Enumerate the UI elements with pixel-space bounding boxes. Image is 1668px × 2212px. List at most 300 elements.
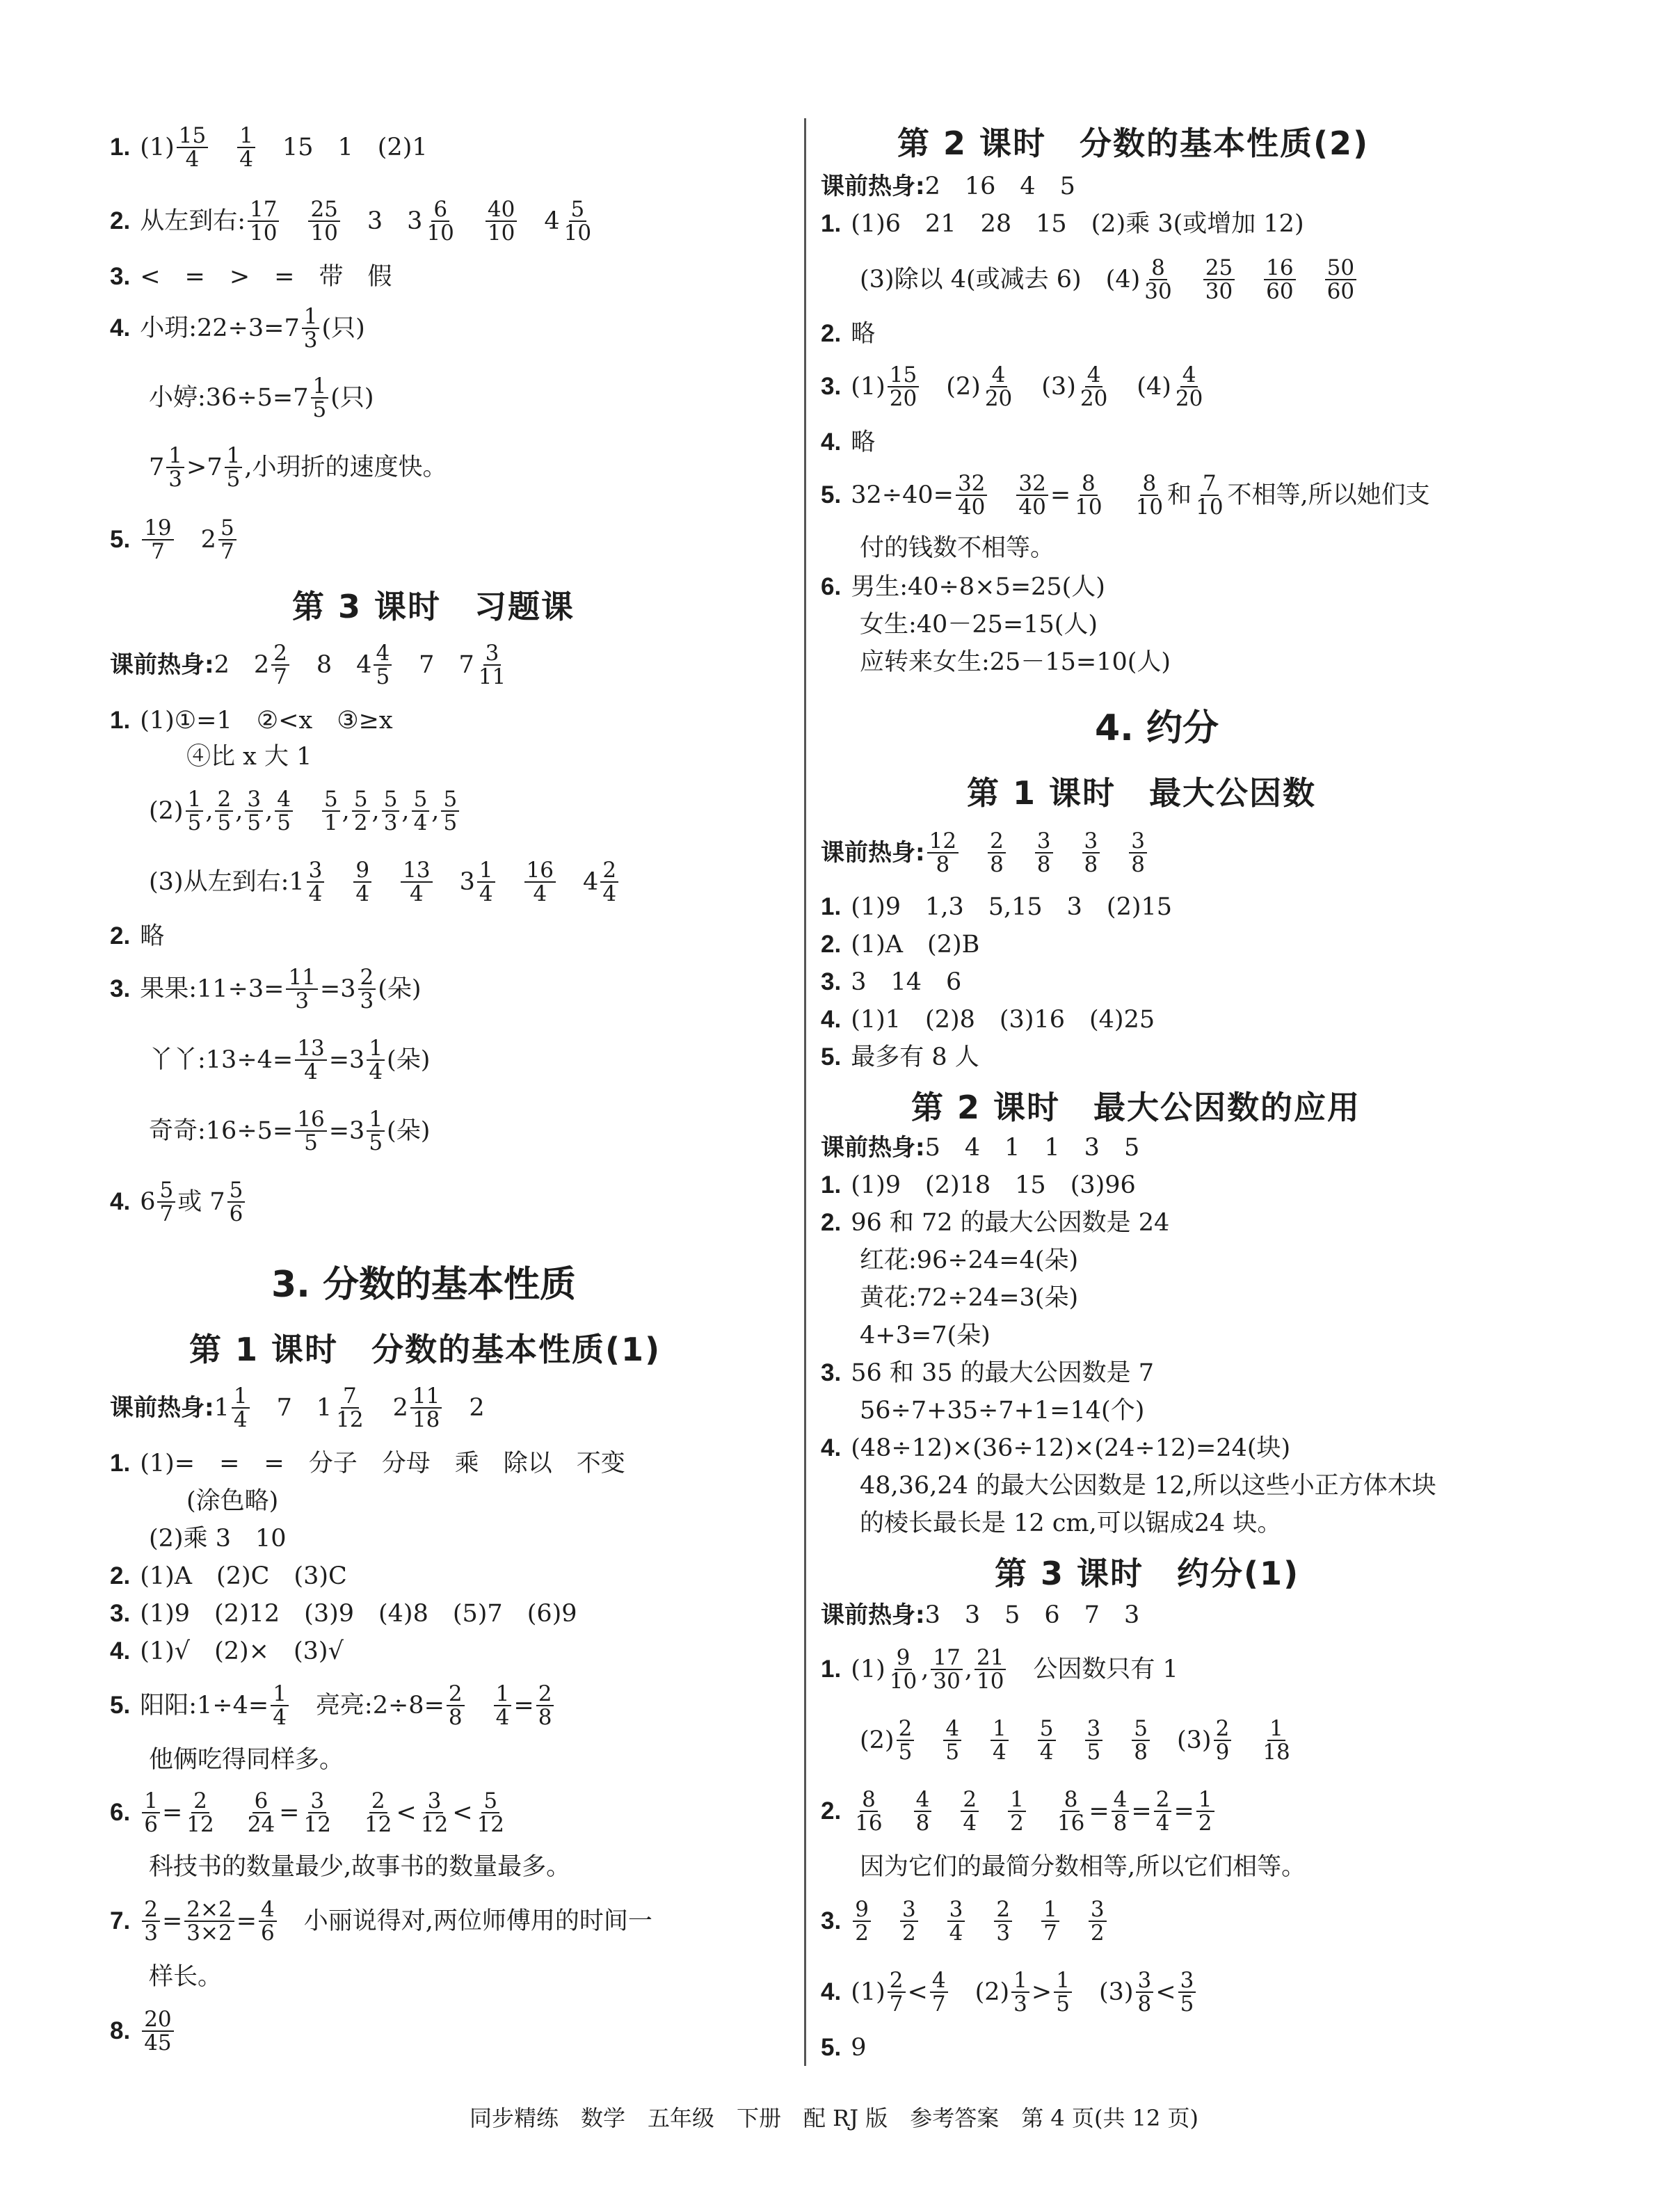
- denominator: 5: [1086, 1740, 1101, 1765]
- fraction: [1173, 364, 1205, 410]
- item-number: 4.: [821, 1978, 842, 2005]
- denominator: 8: [1036, 852, 1051, 877]
- denominator: 7: [151, 539, 165, 564]
- item-number: 4.: [110, 314, 131, 342]
- denominator: 10: [310, 221, 338, 246]
- denominator: 5: [369, 1130, 383, 1155]
- numerator: 3: [245, 788, 263, 812]
- item-number: 1.: [110, 1450, 131, 1477]
- numerator: 4: [930, 1969, 948, 1993]
- numerator: 25: [308, 198, 339, 222]
- numerator: 1: [367, 1108, 385, 1132]
- fraction: [1082, 830, 1100, 876]
- heading-reduce-1: 第 3 课时 约分(1): [995, 1555, 1300, 1592]
- property-ex-4: 4. (1)√ (2)× (3)√: [110, 1629, 344, 1674]
- warmup-label: 课前热身:: [821, 1601, 925, 1629]
- item-number: 4.: [821, 1434, 842, 1461]
- fraction: [362, 1790, 394, 1836]
- denominator: 5: [217, 810, 232, 835]
- fraction: [334, 1385, 365, 1431]
- denominator: 10: [889, 1669, 917, 1694]
- numerator: 2: [536, 1683, 554, 1706]
- item-number: 2.: [110, 1562, 131, 1589]
- numerator: 20: [142, 2008, 173, 2032]
- fraction: [157, 1179, 175, 1225]
- denominator: 18: [412, 1407, 440, 1432]
- numerator: 2: [988, 830, 1006, 853]
- numerator: 1: [166, 444, 184, 468]
- item-number: 4.: [821, 1006, 842, 1033]
- fraction: [475, 1790, 506, 1836]
- numerator: 3: [1089, 1898, 1107, 1922]
- fraction: [975, 1646, 1006, 1692]
- gcfapp-ex-2: 2. 96 和 72 的最大公因数是 24: [821, 1201, 1169, 1245]
- fraction: [367, 1108, 385, 1154]
- denominator: 5: [247, 810, 262, 835]
- denominator: 30: [933, 1669, 961, 1694]
- item-number: 7.: [110, 1907, 131, 1934]
- fraction: [382, 788, 400, 834]
- fraction: [536, 1683, 554, 1729]
- warmup-label: 课前热身:: [821, 1134, 925, 1162]
- numerator: 5: [352, 788, 370, 812]
- warmup-label: 课前热身:: [110, 1394, 214, 1422]
- fraction: [853, 1898, 871, 1944]
- numerator: 16: [524, 859, 556, 883]
- denominator: 5: [304, 1130, 318, 1155]
- denominator: 12: [186, 1812, 214, 1837]
- warmup-gcf-application: 课前热身: 5 4 1 1 3 5: [821, 1125, 1139, 1170]
- denominator: 4: [233, 1407, 248, 1432]
- numerator: 4: [990, 364, 1008, 387]
- item-number: 2.: [110, 922, 131, 949]
- numerator: 3: [1035, 830, 1053, 853]
- numerator: 5: [569, 198, 587, 222]
- property-ex-5: 5. 阳阳:1÷4= $\frac{1}{4}$ 亮亮:2÷8= $\frac{2}{8}$ $\frac{1}{4}$ = $\frac{2}{8}$: [110, 1683, 556, 1728]
- numerator: 19: [142, 517, 173, 540]
- fraction: [186, 788, 204, 834]
- gcfapp-ex-4: 4. (48÷12)×(36÷12)×(24÷12)=24(块): [821, 1426, 1290, 1470]
- fraction: [1008, 1788, 1026, 1834]
- denominator: 3: [295, 988, 310, 1013]
- gcfapp-ex-4-line-3: 的棱长最长是 12 cm,可以锯成24 块。: [860, 1509, 1282, 1537]
- denominator: 30: [1144, 279, 1172, 304]
- denominator: 8: [1137, 1991, 1152, 2017]
- item-number: 5.: [821, 2034, 842, 2061]
- denominator: 4: [602, 881, 617, 906]
- fraction: [246, 1790, 277, 1836]
- property-ex-2: 2. (1)A (2)C (3)C: [110, 1554, 347, 1598]
- item-number: 6.: [821, 573, 842, 600]
- exercise-1-line-3: (2) $\frac{1}{5}$ , $\frac{2}{5}$ , $\frac{3}{5}$ , $\frac{4}{5}$ $\frac{5}{1}$ , $\frac{5}{2}$ , $\frac{5}{3}$ , $\frac{5}{4}$ , $\frac{5}{5}$: [149, 789, 461, 833]
- denominator: 20: [889, 386, 917, 411]
- denominator: 10: [1075, 495, 1102, 520]
- numerator: 5: [441, 788, 459, 812]
- fraction: [1085, 1717, 1103, 1763]
- fraction: [562, 198, 593, 244]
- denominator: 4: [1039, 1740, 1054, 1765]
- numerator: 12: [927, 830, 959, 853]
- denominator: 8: [936, 852, 950, 877]
- fraction: [1134, 472, 1165, 518]
- denominator: 10: [487, 221, 515, 246]
- numerator: 8: [860, 1788, 878, 1812]
- numerator: 17: [931, 1646, 962, 1670]
- gcfapp-ex-2-line-2: 红花:96÷24=4(朵): [860, 1247, 1079, 1274]
- item-number: 3.: [821, 373, 842, 400]
- item-number: 2.: [821, 931, 842, 958]
- denominator: 24: [247, 1812, 275, 1837]
- heading-lesson-1: 第 1 课时 分数的基本性质(1): [189, 1331, 661, 1368]
- warmup-gcf: [821, 828, 1149, 877]
- numerator: 3: [1129, 830, 1147, 853]
- denominator: 4: [949, 1921, 963, 1946]
- item-number: 3.: [110, 975, 131, 1002]
- denominator: 5: [945, 1740, 960, 1765]
- fraction: [271, 642, 289, 688]
- denominator: 5: [1180, 1991, 1194, 2017]
- fraction: [447, 1683, 465, 1729]
- numerator: 50: [1325, 257, 1356, 280]
- denominator: 7: [1043, 1921, 1057, 1946]
- item-number: 3.: [821, 1907, 842, 1934]
- fraction: [1112, 1788, 1130, 1834]
- fraction: [1203, 257, 1235, 303]
- numerator: 5: [382, 788, 400, 812]
- numerator: 4: [1180, 364, 1198, 387]
- property-ex-5-line-2: 他俩吃得同样多。: [149, 1746, 344, 1774]
- denominator: 4: [533, 881, 547, 906]
- numerator: 5: [1038, 1717, 1056, 1741]
- item-number: 4.: [110, 1188, 131, 1215]
- numerator: 21: [975, 1646, 1006, 1670]
- fraction: [1264, 257, 1295, 303]
- fraction: [1055, 1788, 1086, 1834]
- column-divider: [804, 118, 806, 2066]
- numerator: 5: [481, 1790, 499, 1813]
- reduce-ex-2: 2. $\frac{8}{16}$ $\frac{4}{8}$ $\frac{2}{4}$ $\frac{1}{2}$ $\frac{8}{16}$ = $\frac{4}{8}$ = $\frac{2}{4}$ = $\frac{1}{2}$: [821, 1789, 1217, 1834]
- fraction: [1154, 1788, 1172, 1834]
- fraction: [245, 788, 263, 834]
- numerator: 2: [369, 1790, 387, 1813]
- numerator: 2: [961, 1788, 979, 1812]
- denominator: 45: [144, 2030, 172, 2055]
- numerator: 1: [302, 305, 320, 329]
- denominator: 10: [250, 221, 278, 246]
- denominator: 18: [1262, 1740, 1290, 1765]
- fraction: [943, 1717, 961, 1763]
- exercise-1-line-4: (3)从左到右:1 $\frac{3}{4}$ $\frac{9}{4}$ $\frac{13}{4}$ 3 $\frac{1}{4}$ $\frac{16}{4}$ 4 $\frac{2}{4}$: [149, 860, 620, 904]
- denominator: 6: [229, 1201, 243, 1226]
- numerator: 4: [914, 1788, 932, 1812]
- numerator: 4: [259, 1898, 277, 1922]
- fraction: [142, 1898, 160, 1944]
- fraction: [1078, 364, 1109, 410]
- heading-gcf: 第 1 课时 最大公因数: [967, 774, 1317, 812]
- lesson2-ex-6-line-3: 应转来女生:25－15=10(人): [860, 648, 1171, 676]
- numerator: 5: [322, 788, 340, 812]
- property-ex-1: 1. (1)= = = 分子 分母 乘 除以 不变: [110, 1441, 625, 1486]
- numerator: 9: [353, 859, 371, 883]
- fraction: [888, 364, 919, 410]
- reduce-ex-1-line-2: (2) $\frac{2}{5}$ $\frac{4}{5}$ $\frac{1}{4}$ $\frac{5}{4}$ $\frac{3}{5}$ $\frac{5}{8}$ (3) $\frac{2}{9}$ $\frac{1}{18}$: [860, 1718, 1294, 1763]
- property-ex-3: 3. (1)9 (2)12 (3)9 (4)8 (5)7 (6)9: [110, 1592, 577, 1636]
- answer-3: 3. < = > = 带 假: [110, 255, 392, 299]
- denominator: 8: [1084, 852, 1098, 877]
- numerator: 5: [412, 788, 430, 812]
- numerator: 8: [1062, 1788, 1080, 1812]
- numerator: 2: [447, 1683, 465, 1706]
- fraction: [441, 788, 459, 834]
- item-number: 6.: [110, 1799, 131, 1826]
- denominator: 60: [1266, 279, 1294, 304]
- denominator: 2: [353, 810, 368, 835]
- denominator: 8: [990, 852, 1004, 877]
- numerator: 5: [1132, 1717, 1150, 1741]
- denominator: 7: [159, 1201, 174, 1226]
- numerator: 32: [956, 472, 987, 496]
- numerator: 1: [1011, 1969, 1029, 1993]
- fraction: [600, 859, 618, 905]
- denominator: 5: [312, 397, 327, 422]
- gcfapp-ex-2-line-3: 黄花:72÷24=3(朵): [860, 1284, 1079, 1312]
- numerator: 1: [311, 375, 329, 399]
- fraction: [1136, 1969, 1154, 2015]
- numerator: 2: [358, 966, 376, 990]
- numerator: 6: [252, 1790, 271, 1813]
- item-number: 3.: [110, 1600, 131, 1627]
- denominator: 7: [889, 1991, 904, 2017]
- fraction: [302, 1790, 333, 1836]
- fraction: [177, 125, 208, 170]
- denominator: 6: [261, 1921, 275, 1946]
- numerator: 2: [1154, 1788, 1172, 1812]
- numerator: 3: [426, 1790, 444, 1813]
- numerator: 9: [853, 1898, 871, 1922]
- fraction: [900, 1898, 918, 1944]
- numerator: 6: [431, 198, 449, 222]
- numerator: 16: [295, 1108, 326, 1132]
- denominator: 4: [1155, 1811, 1170, 1836]
- exercise-4: 4. 6 $\frac{5}{7}$ 或 7 $\frac{5}{6}$: [110, 1180, 247, 1224]
- gcfapp-ex-4-line-2: 48,36,24 的最大公因数是 12,所以这些小正方体木块: [860, 1472, 1436, 1500]
- warmup-lesson-3: 课前热身: 2 2 $\frac{2}{7}$ 8 4 $\frac{4}{5}$ 7 7 $\frac{3}{11}$: [110, 643, 510, 687]
- lesson2-ex-6: 6. 男生:40÷8×5=25(人): [821, 565, 1105, 609]
- numerator: 7: [1201, 472, 1219, 496]
- denominator: 10: [563, 221, 592, 246]
- item-number: 8.: [110, 2017, 131, 2044]
- numerator: 8: [1080, 472, 1098, 496]
- numerator: 3: [308, 1790, 326, 1813]
- item-number: 4.: [110, 1637, 131, 1665]
- fraction: [142, 517, 173, 563]
- fraction: [931, 1646, 962, 1692]
- item-number: 1.: [110, 707, 131, 734]
- answer-4-line-2: 小婷:36÷5=7 $\frac{1}{5}$ (只): [149, 374, 374, 422]
- fraction: [358, 966, 376, 1012]
- lesson2-ex-5: 5. 32÷40= $\frac{32}{40}$ $\frac{32}{40}$ = $\frac{8}{10}$ $\frac{8}{10}$ 和 $\frac{7}{10}$ 不相等,所以她们支: [821, 471, 1430, 520]
- numerator: 1: [1008, 1788, 1026, 1812]
- lesson2-ex-4: 4. 略: [821, 420, 875, 465]
- fraction: [237, 125, 255, 170]
- denominator: 4: [185, 147, 200, 172]
- fraction: [295, 1037, 326, 1083]
- numerator: 3: [1082, 830, 1100, 853]
- denominator: 3: [360, 988, 374, 1013]
- denominator: 6: [144, 1812, 158, 1837]
- fraction: [888, 1969, 906, 2015]
- numerator: 3: [1085, 1717, 1103, 1741]
- fraction: [1196, 1788, 1214, 1834]
- numerator: 1: [991, 1717, 1009, 1741]
- exercise-1-line-2: ④比 x 大 1: [186, 743, 312, 771]
- heading-lesson-3: 第 3 课时 习题课: [292, 588, 575, 625]
- fraction: [1038, 1717, 1056, 1763]
- item-number: 3.: [110, 263, 131, 290]
- fraction: [927, 830, 959, 876]
- denominator: 3: [168, 467, 183, 492]
- numerator: 40: [486, 198, 517, 222]
- warmup-label: 课前热身:: [110, 651, 214, 679]
- fraction: [424, 198, 456, 244]
- fraction: [184, 1898, 234, 1944]
- answer-5: 5. $\frac{19}{7}$ 2 $\frac{5}{7}$: [110, 518, 239, 562]
- numerator: 1: [225, 444, 243, 468]
- denominator: 5: [277, 810, 291, 835]
- fraction: [412, 788, 430, 834]
- numerator: 2: [271, 642, 289, 666]
- numerator: 1: [271, 1683, 289, 1706]
- denominator: 10: [426, 221, 454, 246]
- numerator: 1: [1054, 1969, 1072, 1993]
- answer-2: 2. 从左到右: $\frac{17}{10}$ $\frac{25}{10}$ 3 3 $\frac{6}{10}$ $\frac{40}{10}$ 4 $\frac{5}{10}$: [110, 199, 595, 243]
- fraction: [1142, 257, 1173, 303]
- section-title-4: 4. 约分: [1095, 707, 1219, 749]
- numerator: 16: [1264, 257, 1295, 280]
- numerator: 8: [1149, 257, 1167, 280]
- numerator: 9: [895, 1646, 913, 1670]
- fraction: [494, 1683, 512, 1729]
- warmup-lesson-2: 课前热身: 2 16 4 5: [821, 164, 1075, 209]
- denominator: 12: [303, 1812, 331, 1837]
- denominator: 7: [220, 539, 234, 564]
- property-ex-7: 7. $\frac{2}{3}$ = $\frac{2\times 2}{3\times 2}$ = $\frac{4}{6}$ 小丽说得对,两位师傅用的时间一: [110, 1897, 652, 1946]
- numerator: 4: [943, 1717, 961, 1741]
- item-number: 4.: [821, 428, 842, 456]
- fraction: [930, 1969, 948, 2015]
- fraction: [1325, 257, 1356, 303]
- denominator: 5: [226, 467, 241, 492]
- denominator: 12: [476, 1812, 504, 1837]
- denominator: 20: [1080, 386, 1108, 411]
- denominator: 3: [1013, 1991, 1027, 2017]
- fraction: [1035, 830, 1053, 876]
- numerator: 2: [1214, 1717, 1232, 1741]
- numerator: 2: [888, 1969, 906, 1993]
- denominator: 3: [996, 1921, 1011, 1946]
- numerator: 4: [275, 788, 293, 812]
- numerator: 2: [600, 859, 618, 883]
- numerator: 2: [994, 1898, 1012, 1922]
- numerator: 2: [897, 1717, 915, 1741]
- denominator: 2: [901, 1921, 916, 1946]
- numerator: 3: [483, 642, 502, 666]
- fraction: [853, 1788, 884, 1834]
- fraction: [1132, 1717, 1150, 1763]
- denominator: 9: [1215, 1740, 1230, 1765]
- denominator: 12: [364, 1812, 392, 1837]
- exercise-1: 1. (1)①=1 ②<x ③≥x: [110, 698, 393, 743]
- exercise-2: 2. 略: [110, 914, 164, 959]
- reduce-ex-5: 5. 9: [821, 2026, 866, 2070]
- numerator: 25: [1203, 257, 1235, 280]
- denominator: 20: [1175, 386, 1203, 411]
- denominator: 12: [336, 1407, 364, 1432]
- denominator: 8: [448, 1705, 463, 1730]
- fraction: [1178, 1969, 1196, 2015]
- denominator: 8: [1134, 1740, 1148, 1765]
- fraction: [232, 1385, 250, 1431]
- numerator: 2: [142, 1898, 160, 1922]
- numerator: 5: [227, 1179, 246, 1203]
- fraction: [476, 642, 508, 688]
- denominator: 10: [1135, 495, 1164, 520]
- item-number: 5.: [110, 526, 131, 553]
- item-number: 3.: [821, 968, 842, 995]
- numerator: 8: [1140, 472, 1158, 496]
- warmup-label: 课前热身:: [821, 173, 925, 200]
- numerator: 3: [947, 1898, 965, 1922]
- fraction: [888, 1646, 919, 1692]
- heading-gcf-application: 第 2 课时 最大公因数的应用: [911, 1089, 1361, 1126]
- numerator: 5: [157, 1179, 175, 1203]
- property-ex-7-line-2: 样长。: [149, 1963, 223, 1991]
- gcfapp-ex-2-line-4: 4+3=7(朵): [860, 1322, 991, 1349]
- item-number: 1.: [821, 1656, 842, 1683]
- page-footer: 同步精练 数学 五年级 下册 配 RJ 版 参考答案 第 4 页(共 12 页): [469, 2105, 1198, 2131]
- denominator: 2: [1198, 1811, 1212, 1836]
- denominator: 3×2: [186, 1921, 232, 1946]
- numerator: 11: [410, 1385, 442, 1409]
- numerator: 1: [494, 1683, 512, 1706]
- fraction: [353, 859, 371, 905]
- exercise-3: 3. 果果:11÷3= $\frac{11}{3}$ =3 $\frac{2}{3}$ (朵): [110, 965, 422, 1013]
- denominator: 1: [323, 810, 338, 835]
- warmup-lesson-1: 课前热身: 1 $\frac{1}{4}$ 7 1 $\frac{7}{12}$ 2 $\frac{11}{18}$ 2: [110, 1384, 485, 1432]
- denominator: 5: [187, 810, 202, 835]
- denominator: 3: [303, 328, 318, 353]
- numerator: 1: [232, 1385, 250, 1409]
- fraction: [322, 788, 340, 834]
- lesson2-ex-1: 1. (1)6 21 28 15 (2)乘 3(或增加 12): [821, 202, 1304, 246]
- numerator: 4: [1112, 1788, 1130, 1812]
- gcf-ex-3: 3. 3 14 6: [821, 960, 961, 1004]
- denominator: 4: [239, 147, 253, 172]
- fraction: [983, 364, 1014, 410]
- numerator: 2: [191, 1790, 209, 1813]
- denominator: 4: [413, 810, 428, 835]
- numerator: 1: [1267, 1717, 1285, 1741]
- numerator: 1: [367, 1037, 385, 1061]
- numerator: 3: [307, 859, 325, 883]
- denominator: 5: [443, 810, 458, 835]
- gcfapp-ex-1: 1. (1)9 (2)18 15 (3)96: [821, 1163, 1136, 1208]
- numerator: 11: [286, 966, 317, 990]
- property-ex-8: [110, 2009, 176, 2053]
- item-number: 1.: [821, 210, 842, 237]
- denominator: 2: [1090, 1921, 1105, 1946]
- denominator: 2: [1010, 1811, 1024, 1836]
